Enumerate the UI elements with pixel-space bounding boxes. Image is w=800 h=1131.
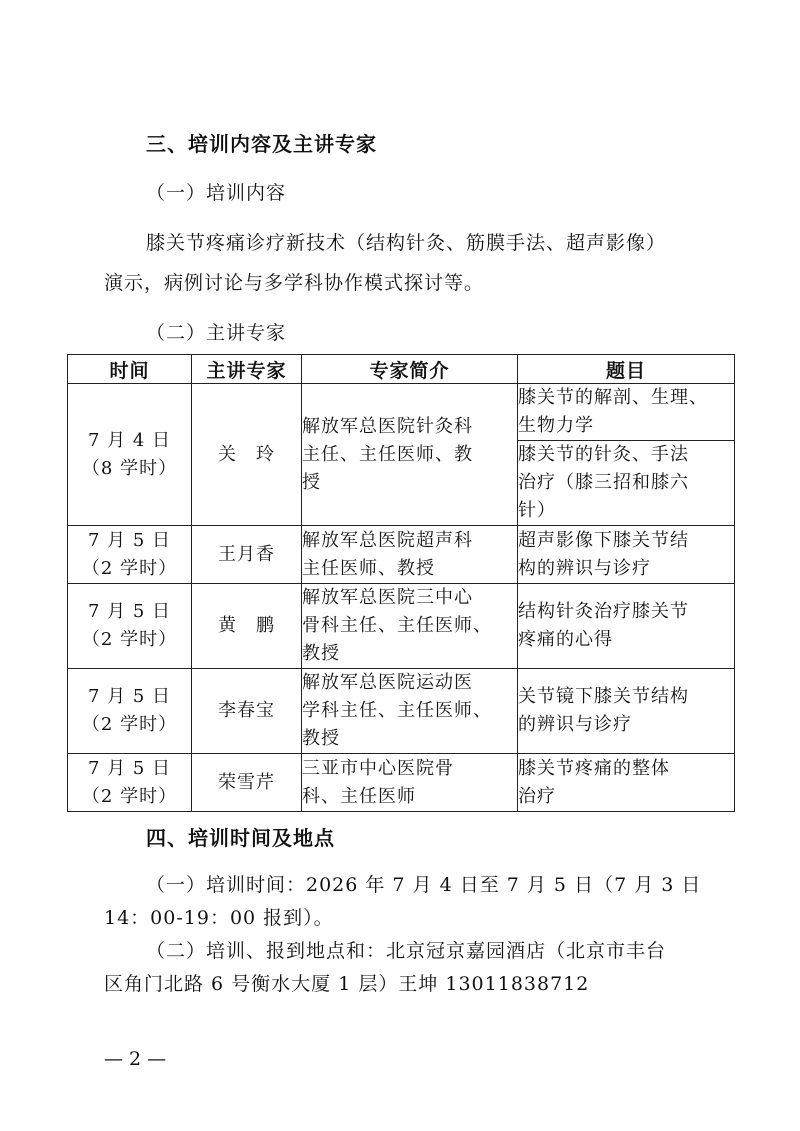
table-row <box>68 669 735 754</box>
section-4-heading: 四、培训时间及地点 <box>146 826 335 850</box>
table-row <box>68 526 735 584</box>
bio-line: 解放军总医院针灸科 <box>302 415 473 437</box>
header-expert: 主讲专家 <box>192 355 302 384</box>
topic-line: 超声影像下膝关节结 <box>518 529 689 551</box>
bio-cell <box>302 669 518 754</box>
topic-cell <box>518 669 735 754</box>
time-hours: （2 学时） <box>81 785 178 807</box>
section-3-heading: 三、培训内容及主讲专家 <box>146 132 377 156</box>
bio-cell <box>302 754 518 812</box>
topic-line: 治疗（膝三招和膝六 <box>518 472 689 493</box>
topic-cell <box>518 584 735 669</box>
topic-line: 膝关节的针灸、手法 <box>518 444 689 465</box>
bio-line: 解放军总医院运动医 <box>302 672 473 693</box>
time-hours: （2 学时） <box>81 714 178 735</box>
bio-line: 主任医师、教授 <box>302 557 435 579</box>
time-cell <box>68 584 192 669</box>
time-cell <box>68 526 192 584</box>
bio-line: 教授 <box>302 643 340 664</box>
header-topic: 题目 <box>518 355 735 384</box>
bio-line: 教授 <box>302 728 340 749</box>
time-date: 7 月 5 日 <box>87 601 172 622</box>
expert-cell: 李春宝 <box>192 669 302 754</box>
bio-line: 三亚市中心医院骨 <box>302 757 454 779</box>
time-hours: （2 学时） <box>81 557 178 579</box>
speaker-schedule-table <box>67 354 735 812</box>
bio-line: 科、主任医师 <box>302 785 416 807</box>
table-row <box>68 584 735 669</box>
expert-cell: 荣雪芹 <box>192 754 302 812</box>
topic-line: 治疗 <box>518 785 556 807</box>
topic-line: 生物力学 <box>518 415 594 436</box>
time-cell <box>68 754 192 812</box>
time-cell <box>68 384 192 526</box>
topic-line: 针） <box>518 500 556 521</box>
time-cell <box>68 669 192 754</box>
training-place-line-2: 区角门北路 6 号衡水大厦 1 层）王坤 13011838712 <box>104 973 590 995</box>
expert-cell: 王月香 <box>192 526 302 584</box>
header-time: 时间 <box>68 355 192 384</box>
training-content-line-2: 演示，病例讨论与多学科协作模式探讨等。 <box>104 272 485 294</box>
bio-line: 主任、主任医师、教 <box>302 443 473 465</box>
training-time-line-1: （一）培训时间：2026 年 7 月 4 日至 7 月 5 日（7 月 3 日 <box>146 874 702 896</box>
bio-line: 授 <box>302 471 321 493</box>
topic-line: 构的辨识与诊疗 <box>518 557 651 579</box>
time-date: 7 月 4 日 <box>87 429 172 451</box>
table-row <box>68 384 735 441</box>
topic-line: 结构针灸治疗膝关节 <box>518 601 689 622</box>
bio-line: 解放军总医院超声科 <box>302 529 473 551</box>
topic-line: 膝关节疼痛的整体 <box>518 757 670 779</box>
time-hours: （2 学时） <box>81 629 178 650</box>
time-date: 7 月 5 日 <box>87 529 172 551</box>
topic-cell <box>518 526 735 584</box>
training-place-line-1: （二）培训、报到地点和：北京冠京嘉园酒店（北京市丰台 <box>146 940 667 962</box>
table-row <box>68 754 735 812</box>
bio-line: 学科主任、主任医师、 <box>302 700 492 721</box>
topic-cell <box>518 384 735 441</box>
topic-line: 的辨识与诊疗 <box>518 714 632 735</box>
topic-line: 关节镜下膝关节结构 <box>518 686 689 707</box>
time-hours: （8 学时） <box>81 457 178 479</box>
topic-cell <box>518 754 735 812</box>
header-bio: 专家简介 <box>302 355 518 384</box>
topic-line: 疼痛的心得 <box>518 629 613 650</box>
bio-cell <box>302 526 518 584</box>
subsection-training-content: （一）培训内容 <box>146 182 287 204</box>
subsection-speakers: （二）主讲专家 <box>146 322 287 344</box>
training-content-line-1: 膝关节疼痛诊疗新技术（结构针灸、筋膜手法、超声影像） <box>146 232 667 254</box>
training-time-line-2: 14：00-19：00 报到）。 <box>104 907 334 929</box>
expert-cell: 黄 鹏 <box>192 584 302 669</box>
bio-line: 骨科主任、主任医师、 <box>302 615 492 636</box>
bio-cell <box>302 384 518 526</box>
table-header-row <box>68 355 735 384</box>
expert-cell: 关 玲 <box>192 384 302 526</box>
time-date: 7 月 5 日 <box>87 757 172 779</box>
bio-cell <box>302 584 518 669</box>
topic-line: 膝关节的解剖、生理、 <box>518 387 708 408</box>
bio-line: 解放军总医院三中心 <box>302 587 473 608</box>
page-number: — 2 — <box>104 1048 167 1070</box>
time-date: 7 月 5 日 <box>87 686 172 707</box>
topic-cell <box>518 441 735 526</box>
